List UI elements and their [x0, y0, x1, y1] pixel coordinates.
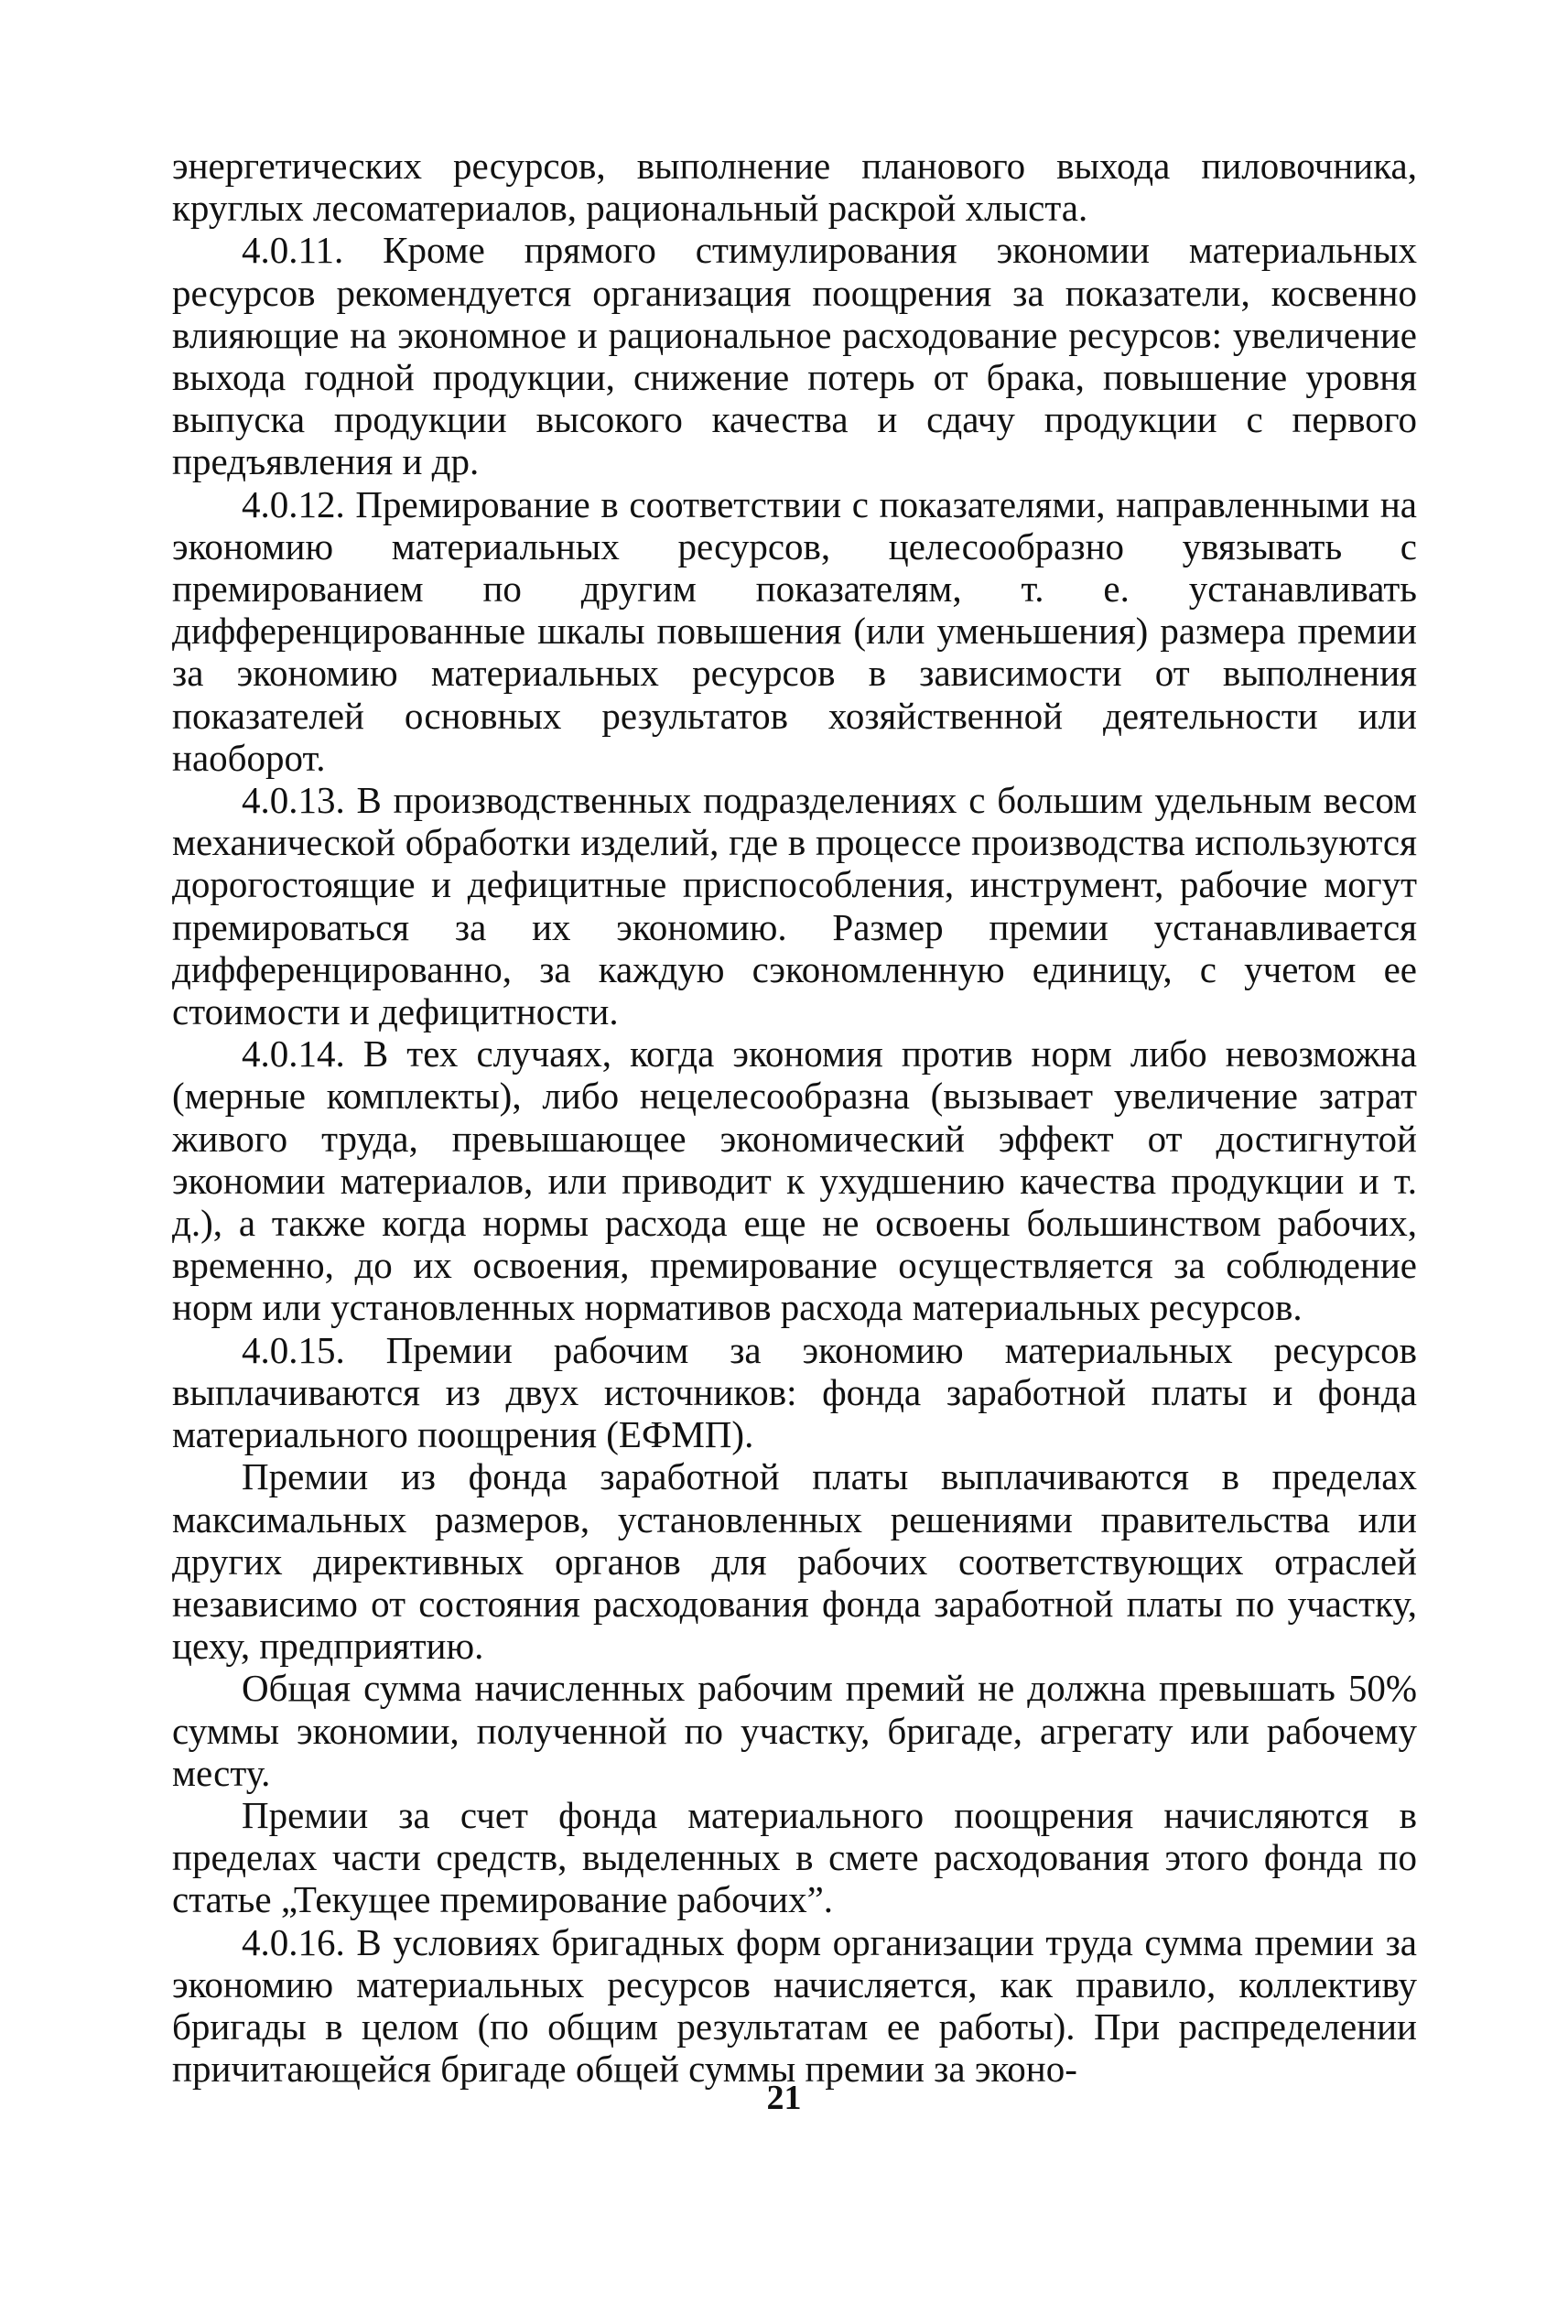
page-number: 21	[766, 2079, 802, 2117]
paragraph-4-0-15-wage-fund: Премии из фонда заработной платы выплачиваются в пределах максимальных размеров, установленных решениями правительства или других директивных органов для рабочих соответствующих отраслей независимо от состояния расходования фонда заработной платы по участку, цеху, предприятию.	[172, 1455, 1417, 1668]
paragraph-4-0-12: 4.0.12. Премирование в соответствии с показателями, направленными на экономию материальных ресурсов, целесообразно увязывать с премированием по другим показателям, т. е. устанавливать дифференцированные шкалы повышения (или уменьшения) размера премии за экономию материальных ресурсов в зависимости от выполнения показателей основных результатов хозяйственной деятельности или наоборот.	[172, 482, 1417, 779]
paragraph-4-0-15-incentive-fund: Премии за счет фонда материального поощрения начисляются в пределах части средств, выделенных в смете расходования этого фонда по статье „Текущее премирование рабочих”.	[172, 1793, 1417, 1921]
paragraph-4-0-15-total-limit: Общая сумма начисленных рабочим премий не должна превышать 50% суммы экономии, полученной по участку, бригаде, агрегату или рабочему месту.	[172, 1667, 1417, 1794]
paragraph-4-0-13: 4.0.13. В производственных подразделениях с большим удельным весом механической обработки изделий, где в процессе производства используются дорогостоящие и дефицитные приспособления, инструмент, рабочие могут премироваться за их экономию. Размер премии устанавливается дифференцированно, за каждую сэкономленную единицу, с учетом ее стоимости и дефицитности.	[172, 779, 1417, 1033]
paragraph-4-0-15: 4.0.15. Премии рабочим за экономию материальных ресурсов выплачиваются из двух источников: фонда заработной платы и фонда материального поощрения (ЕФМП).	[172, 1328, 1417, 1456]
paragraph-continuation: энергетических ресурсов, выполнение планового выхода пиловочника, круглых лесоматериалов, рациональный раскрой хлыста.	[172, 145, 1417, 230]
paragraph-4-0-14: 4.0.14. В тех случаях, когда экономия против норм либо невозможна (мерные комплекты), либо нецелесообразна (вызывает увеличение затрат живого труда, превышающее экономический эффект от достигнутой экономии материалов, или приводит к ухудшению качества продукции и т. д.), а также когда нормы расхода еще не освоены большинством рабочих, временно, до их освоения, премирование осуществляется за соблюдение норм или установленных нормативов расхода материальных ресурсов.	[172, 1032, 1417, 1329]
paragraph-4-0-16: 4.0.16. В условиях бригадных форм организации труда сумма премии за экономию материальных ресурсов начисляется, как правило, коллективу бригады в целом (по общим результатам ее работы). При распределении причитающейся бригаде общей суммы премии за эконо-	[172, 1920, 1417, 2091]
document-body	[172, 145, 1417, 2090]
paragraph-4-0-11: 4.0.11. Кроме прямого стимулирования экономии материальных ресурсов рекомендуется организация поощрения за показатели, косвенно влияющие на экономное и рациональное расходование ресурсов: увеличение выхода годной продукции, снижение потерь от брака, повышение уровня выпуска продукции высокого качества и сдачу продукции с первого предъявления и др.	[172, 229, 1417, 483]
